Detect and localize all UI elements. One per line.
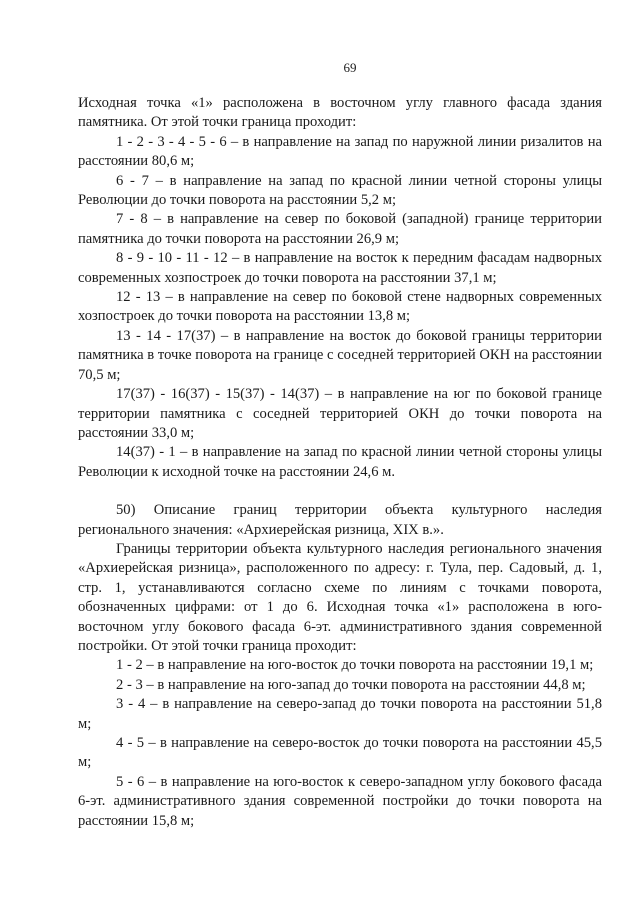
- paragraph-segment: 3 - 4 – в направление на северо-запад до точки поворота на расстоянии 51,8 м;: [78, 696, 602, 732]
- paragraph-segment: 2 - 3 – в направление на юго-запад до точки поворота на расстоянии 44,8 м;: [116, 676, 586, 693]
- page-number: 69: [343, 60, 357, 75]
- paragraph-segment: 17(37) - 16(37) - 15(37) - 14(37) – в направление на юг по боковой границе территории памятника с соседней территорией ОКН до точки поворота на расстоянии 33,0 м;: [78, 386, 602, 441]
- section-gap: [78, 482, 602, 501]
- paragraph-segment: 5 - 6 – в направление на юго-восток к северо-западном углу бокового фасада 6-эт. административного здания современной постройки до точки поворота на расстоянии 15,8 м;: [78, 773, 602, 829]
- paragraph-segment: 1 - 2 – в направление на юго-восток до точки поворота на расстоянии 19,1 м;: [116, 657, 594, 674]
- paragraph-segment: 4 - 5 – в направление на северо-восток до точки поворота на расстоянии 45,5 м;: [78, 735, 602, 771]
- paragraph-segment: 13 - 14 - 17(37) – в направление на восток до боковой границы территории памятника в точке поворота на границе с соседней территорией ОКН на расстоянии 70,5 м;: [78, 327, 602, 383]
- paragraph-segment: 6 - 7 – в направление на запад по красной линии четной стороны улицы Революции до точки поворота на расстоянии 5,2 м;: [78, 172, 602, 209]
- paragraph-segment: 12 - 13 – в направление на север по боковой стене надворных современных хозпостроек до точки поворота на расстоянии 13,8 м;: [78, 289, 602, 325]
- paragraph-segment: 8 - 9 - 10 - 11 - 12 – в направление на восток к передним фасадам надворных современных хозпостроек до точки поворота на расстоянии 37,1 м;: [78, 250, 602, 286]
- paragraph-segment: 14(37) - 1 – в направление на запад по красной линии четной стороны улицы Революции к исходной точке на расстоянии 24,6 м.: [78, 444, 602, 480]
- paragraph-description: Границы территории объекта культурного наследия регионального значения «Архиерейская ризница», расположенного по адресу: г. Тула, пер. Садовый, д. 1, стр. 1, устанавливаются согласно схеме по линиям с точками поворота, обозначенных цифрами: от 1 до 6. Исходная точка «1» расположена в юго-восточном углу бокового фасада 6-эт. административного здания современной постройки. От этой точки граница проходит:: [78, 540, 602, 654]
- paragraph-segment: 1 - 2 - 3 - 4 - 5 - 6 – в направление на запад по наружной линии ризалитов на расстоянии 80,6 м;: [78, 133, 602, 170]
- paragraph-segment: 7 - 8 – в направление на север по боковой (западной) границе территории памятника до точки поворота на расстоянии 26,9 м;: [78, 211, 602, 247]
- paragraph-intro: Исходная точка «1» расположена в восточном углу главного фасада здания памятника. От этой точки граница проходит:: [78, 95, 602, 131]
- section-heading: 50) Описание границ территории объекта культурного наследия регионального значения: «Архиерейская ризница, XIX в.».: [78, 502, 602, 538]
